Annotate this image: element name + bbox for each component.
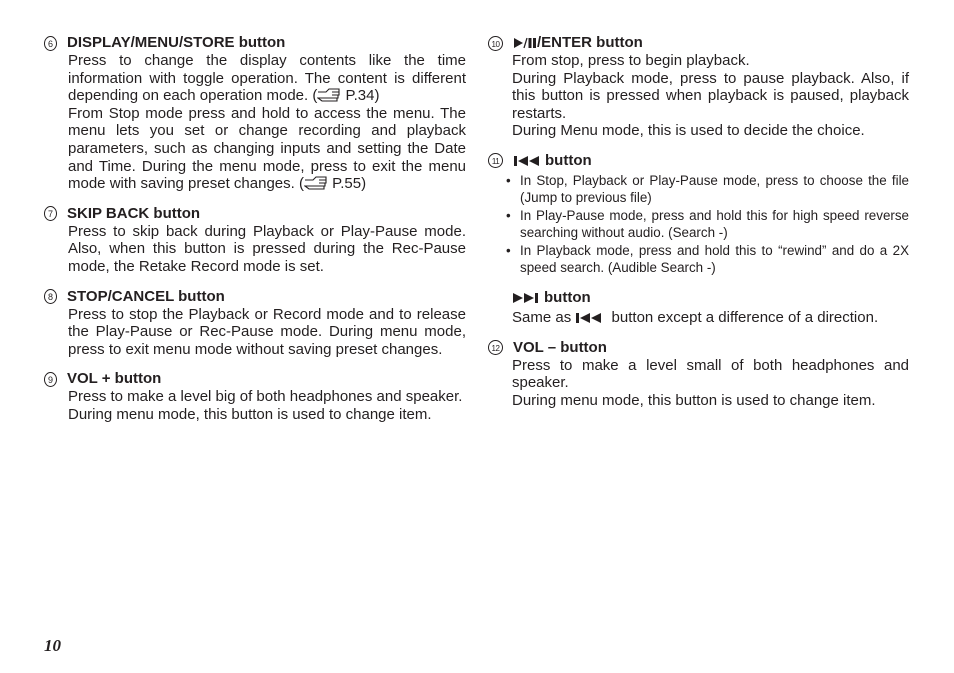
section-heading: [44, 370, 466, 388]
right-column: [488, 34, 909, 421]
section-display-menu-store: [44, 34, 466, 193]
paragraph: Press to make a level big of both headphones and speaker.: [68, 388, 463, 406]
paragraph: Press to make a level small of both headphones and speaker.: [512, 356, 909, 392]
section-heading: [512, 289, 909, 307]
paragraph: [68, 105, 466, 193]
section-title: VOL + button: [67, 370, 162, 388]
section-body: [488, 357, 909, 410]
section-body: [44, 306, 466, 359]
section-heading: [44, 205, 466, 223]
item-number: 7: [44, 206, 57, 221]
page-number: 10: [44, 636, 61, 655]
list-item: • In Stop, Playback or Play-Pause mode, press to choose the file (Jump to previous file): [506, 172, 909, 207]
item-number: 6: [44, 36, 57, 51]
left-column: [44, 34, 466, 436]
item-number: 10: [488, 36, 503, 51]
section-vol-plus: [44, 370, 466, 423]
section-body: [44, 388, 466, 423]
section-play-pause-enter: [488, 34, 909, 140]
section-vol-minus: [488, 339, 909, 410]
paragraph: [512, 309, 909, 327]
section-title: button: [544, 288, 591, 306]
page-reference: P.55): [332, 175, 367, 193]
paragraph: Press to stop the Playback or Record mode and to release the Play-Pause or Rec-Pause mode. During menu mode, press to exit menu mode without saving preset changes.: [68, 305, 466, 358]
paragraph-text: button except a difference of a direction.: [611, 308, 879, 326]
paragraph: From stop, press to begin playback.: [512, 52, 750, 69]
subsection-skip-next: [488, 289, 909, 327]
section-title: VOL – button: [513, 338, 607, 356]
item-number: 8: [44, 289, 57, 304]
section-title: STOP/CANCEL button: [67, 287, 225, 305]
section-heading: [44, 34, 466, 52]
paragraph-text: From Stop mode press and hold to access the menu. The menu lets you set or change recording and playback parameters, such as changing inputs and setting the Date and Time. During the menu mode, press to exit the menu mode with saving preset changes. (: [68, 104, 466, 193]
section-heading: [488, 34, 909, 52]
section-title: SKIP BACK button: [67, 204, 201, 222]
section-body: [488, 52, 909, 140]
section-skip-previous: [488, 152, 909, 327]
section-heading: [44, 288, 466, 306]
section-skip-back: [44, 205, 466, 276]
paragraph: Press to skip back during Playback or Play-Pause mode. Also, when this button is pressed during the Rec-Pause mode, the Retake Record mode is set.: [68, 222, 466, 275]
skip-next-icon: [512, 292, 544, 304]
paragraph: During menu mode, this button is used to change item.: [68, 405, 432, 423]
section-body: [44, 52, 466, 193]
skip-previous-icon: [513, 155, 545, 167]
page-reference: P.34): [345, 87, 380, 105]
bullet-list: [488, 172, 909, 277]
paragraph-text: Same as: [512, 308, 572, 326]
section-stop-cancel: [44, 288, 466, 359]
list-item: • In Play-Pause mode, press and hold this for high speed reverse searching without audio. (Search -): [506, 207, 909, 242]
section-heading: [488, 339, 909, 357]
section-title: button: [545, 151, 592, 169]
section-title: /ENTER button: [537, 34, 643, 51]
section-title: DISPLAY/MENU/STORE button: [67, 34, 286, 51]
paragraph: During Playback mode, press to pause playback. Also, if this button is pressed when playback is paused, playback restarts.: [512, 69, 909, 122]
play-pause-icon: [513, 37, 537, 49]
item-number: 9: [44, 372, 57, 387]
section-body: [44, 223, 466, 276]
list-item: • In Playback mode, press and hold this to “rewind” and do a 2X speed search. (Audible Search -): [506, 242, 909, 277]
pointing-hand-icon: [304, 176, 328, 190]
paragraph: During menu mode, this button is used to change item.: [512, 391, 876, 409]
paragraph-text: Press to change the display contents like the time information with toggle operation. The content is different depending on each operation mode. (: [68, 52, 466, 105]
paragraph: [68, 52, 466, 105]
paragraph: During Menu mode, this is used to decide the choice.: [512, 122, 865, 140]
pointing-hand-icon: [317, 88, 341, 102]
item-number: 12: [488, 340, 503, 355]
skip-previous-icon: [575, 312, 607, 324]
section-heading: [488, 152, 909, 170]
item-number: 11: [488, 153, 503, 168]
